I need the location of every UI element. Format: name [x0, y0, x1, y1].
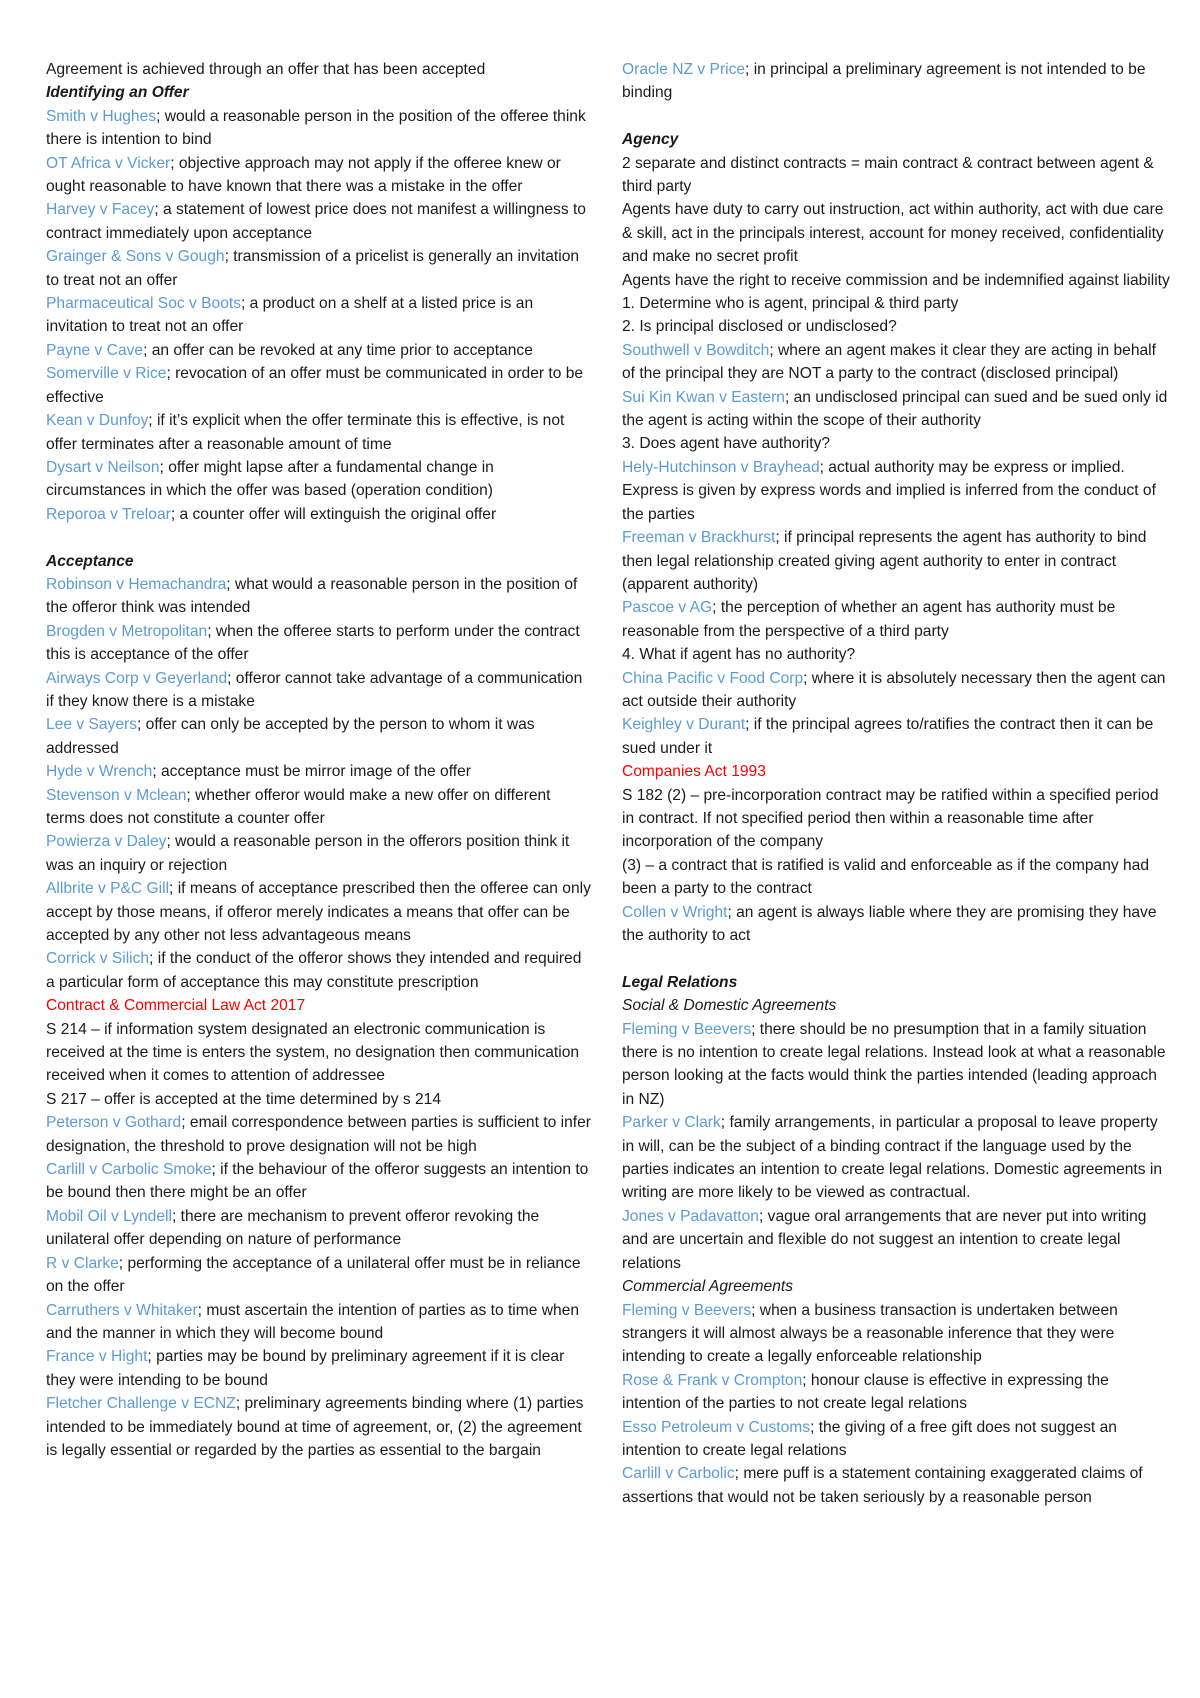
case-summary: ; if the behaviour of the offeror suggests an intention to be bound then there might be an offer: [46, 1161, 589, 1202]
case-note: [622, 58, 1170, 105]
case-name: Robinson v Hemachandra: [46, 575, 227, 593]
case-name: Hely-Hutchinson v Brayhead: [622, 458, 820, 476]
case-note: [46, 503, 593, 526]
case-summary: ; a product on a shelf at a listed price is an invitation to treat not an offer: [46, 295, 534, 336]
case-name: Grainger & Sons v Gough: [46, 248, 225, 266]
case-note: [622, 1299, 1170, 1369]
case-name: Powierza v Daley: [46, 833, 167, 851]
case-note: [622, 386, 1170, 433]
case-summary: ; would a reasonable person in the offerors position think it was an inquiry or rejection: [46, 833, 570, 874]
case-name: France v Hight: [46, 1348, 148, 1366]
case-note: [46, 339, 593, 362]
case-summary: ; revocation of an offer must be communicated in order to be effective: [46, 365, 584, 406]
case-note: [622, 1462, 1170, 1509]
case-name: Somerville v Rice: [46, 365, 167, 383]
case-note: [46, 1252, 593, 1299]
case-name: Stevenson v Mclean: [46, 786, 187, 804]
section-heading: Agency: [622, 131, 679, 149]
case-summary: ; what would a reasonable person in the position of the offeror think was intended: [46, 575, 578, 617]
case-name: Sui Kin Kwan v Eastern: [622, 388, 785, 406]
case-note: [46, 620, 593, 667]
left-column: [46, 58, 593, 1462]
case-summary: ; must ascertain the intention of parties as to time when and the manner in which they will become bound: [46, 1301, 580, 1342]
case-name: Carruthers v Whitaker: [46, 1301, 198, 1319]
case-note: [622, 526, 1170, 596]
case-summary: ; family arrangements, in particular a proposal to leave property in will, can be the subject of a binding contract if the language used by the parties indicates an intention to create legal relations. Domestic agreements in writing are more likely to be viewed as contractual.: [622, 1114, 1163, 1202]
case-note: [46, 713, 593, 760]
case-summary: ; when a business transaction is undertaken between strangers it will almost always be a reasonable inference that they were intending to create a legally enforceable relationship: [622, 1301, 1118, 1366]
spacer: [622, 105, 1170, 128]
case-summary: ; honour clause is effective in expressing the intention of the parties to not create legal relations: [622, 1371, 1109, 1413]
case-summary: ; actual authority may be express or implied. Express is given by express words and implied is inferred from the conduct of the parties: [622, 458, 1156, 523]
case-name: Corrick v Silich: [46, 950, 150, 968]
section-heading: Identifying an Offer: [46, 84, 189, 102]
case-summary: ; there should be no presumption that in a family situation there is no intention to create legal relations. Instead look at what a reasonable person looking at the facts would think the parties intended (leading approach in NZ): [622, 1020, 1166, 1108]
case-note: [622, 1369, 1170, 1416]
right-column: [622, 58, 1170, 1509]
case-summary: ; offer might lapse after a fundamental change in circumstances in which the offer was based (operation condition): [46, 458, 494, 500]
case-name: Allbrite v P&C Gill: [46, 880, 170, 898]
case-name: Fletcher Challenge v ECNZ: [46, 1395, 236, 1413]
case-name: Pascoe v AG: [622, 599, 713, 617]
case-note: [46, 760, 593, 783]
case-summary: ; when the offeree starts to perform under the contract this is acceptance of the offer: [46, 622, 580, 664]
note-text: 3. Does agent have authority?: [622, 435, 831, 453]
case-name: Pharmaceutical Soc v Boots: [46, 295, 242, 313]
case-name: Peterson v Gothard: [46, 1114, 182, 1132]
case-note: [622, 456, 1170, 526]
case-note: [622, 713, 1170, 760]
case-summary: ; would a reasonable person in the position of the offeree think there is intention to bind: [46, 107, 586, 149]
note-text: Agents have duty to carry out instruction, act within authority, act with due care & skill, act in the principals interest, account for money received, confidentiality and make no secret profit: [622, 201, 1164, 266]
case-note: [622, 1205, 1170, 1275]
note-text: S 214 – if information system designated an electronic communication is received at the time is enters the system, no designation then communication received when it comes to attention of addressee: [46, 1020, 580, 1085]
case-note: [46, 456, 593, 503]
case-name: Reporoa v Treloar: [46, 505, 171, 523]
case-summary: ; mere puff is a statement containing exaggerated claims of assertions that would not be taken seriously by a reasonable person: [622, 1465, 1143, 1506]
note-text: S 182 (2) – pre-incorporation contract may be ratified within a specified period in contract. If not specified period then within a reasonable time after incorporation of the company: [622, 786, 1159, 851]
case-note: [46, 573, 593, 620]
case-name: Oracle NZ v Price: [622, 61, 746, 78]
case-summary: ; email correspondence between parties is sufficient to infer designation, the threshold to prove designation will not be high: [46, 1114, 591, 1155]
case-name: Airways Corp v Geyerland: [46, 669, 228, 687]
case-note: [46, 198, 593, 245]
case-summary: ; if means of acceptance prescribed then the offeree can only accept by those means, if offeror merely indicates a means that offer can be accepted by any other not less advantageous means: [46, 880, 591, 945]
case-note: [46, 667, 593, 714]
case-summary: ; if the principal agrees to/ratifies the contract then it can be sued under it: [622, 716, 1154, 757]
case-note: [46, 152, 593, 199]
case-summary: ; whether offeror would make a new offer on different terms does not constitute a counter offer: [46, 786, 551, 827]
case-summary: ; where it is absolutely necessary then the agent can act outside their authority: [622, 669, 1166, 710]
note-text: Agreement is achieved through an offer that has been accepted: [46, 61, 486, 78]
case-note: [46, 1205, 593, 1252]
section-subheading: Social & Domestic Agreements: [622, 997, 837, 1015]
case-name: China Pacific v Food Corp: [622, 669, 804, 687]
case-summary: ; a counter offer will extinguish the original offer: [170, 505, 497, 523]
case-note: [46, 1392, 593, 1462]
case-note: [622, 667, 1170, 714]
case-note: [46, 877, 593, 947]
case-name: Carlill v Carbolic Smoke: [46, 1161, 212, 1179]
case-summary: ; in principal a preliminary agreement is not intended to be binding: [622, 61, 1146, 102]
case-name: Dysart v Neilson: [46, 458, 160, 476]
case-name: Mobil Oil v Lyndell: [46, 1207, 172, 1225]
case-name: Fleming v Beevers: [622, 1301, 752, 1319]
case-name: Keighley v Durant: [622, 716, 746, 734]
case-name: Lee v Sayers: [46, 716, 138, 734]
case-name: Southwell v Bowditch: [622, 341, 770, 359]
case-summary: ; preliminary agreements binding where (1) parties intended to be immediately bound at time of agreement, or, (2) the agreement is legally essential or regarded by the parties as essential to the bargain: [46, 1395, 584, 1459]
case-name: Harvey v Facey: [46, 201, 155, 219]
case-summary: ; if principal represents the agent has authority to bind then legal relationship created giving agent authority to enter in contract (apparent authority): [622, 529, 1147, 593]
case-summary: ; acceptance must be mirror image of the offer: [152, 763, 471, 781]
case-summary: ; there are mechanism to prevent offeror revoking the unilateral offer depending on nature of performance: [46, 1207, 540, 1249]
case-summary: ; the giving of a free gift does not suggest an intention to create legal relations: [622, 1418, 1117, 1459]
case-note: [46, 245, 593, 292]
case-summary: ; if it’s explicit when the offer terminate this is effective, is not offer terminates after a reasonable amount of time: [46, 412, 565, 453]
case-note: [46, 409, 593, 456]
statute-heading: Companies Act 1993: [622, 763, 766, 781]
section-subheading: Commercial Agreements: [622, 1278, 794, 1296]
case-note: [46, 784, 593, 831]
case-summary: ; offer can only be accepted by the person to whom it was addressed: [46, 716, 535, 757]
case-name: Fleming v Beevers: [622, 1020, 752, 1038]
case-note: [46, 105, 593, 152]
case-name: R v Clarke: [46, 1254, 119, 1272]
case-name: Payne v Cave: [46, 341, 144, 359]
case-note: [46, 1299, 593, 1346]
case-summary: ; parties may be bound by preliminary agreement if it is clear they were intending to be bound: [46, 1348, 565, 1389]
case-summary: ; transmission of a pricelist is generally an invitation to treat not an offer: [46, 248, 580, 289]
case-note: [46, 292, 593, 339]
case-note: [622, 901, 1170, 948]
case-name: Hyde v Wrench: [46, 763, 153, 781]
case-summary: ; objective approach may not apply if the offeree knew or ought reasonable to have known that there was a mistake in the offer: [46, 154, 561, 196]
case-name: Kean v Dunfoy: [46, 412, 149, 430]
note-text: 4. What if agent has no authority?: [622, 646, 856, 664]
statute-heading: Contract & Commercial Law Act 2017: [46, 997, 306, 1015]
case-name: Carlill v Carbolic: [622, 1465, 735, 1483]
case-name: Jones v Padavatton: [622, 1207, 759, 1225]
case-summary: ; vague oral arrangements that are never put into writing and are uncertain and flexible do not suggest an intention to create legal relations: [622, 1207, 1147, 1272]
case-summary: ; offeror cannot take advantage of a communication if they know there is a mistake: [46, 669, 583, 710]
note-text: 2. Is principal disclosed or undisclosed?: [622, 318, 897, 336]
case-note: [622, 339, 1170, 386]
case-name: Smith v Hughes: [46, 107, 157, 125]
section-heading: Legal Relations: [622, 973, 738, 991]
case-summary: ; an agent is always liable where they are promising they have the authority to act: [622, 903, 1157, 945]
spacer: [622, 947, 1170, 970]
section-heading: Acceptance: [46, 552, 134, 570]
case-name: Brogden v Metropolitan: [46, 622, 208, 640]
case-summary: ; where an agent makes it clear they are acting in behalf of the principal they are NOT a party to the contract (disclosed principal): [622, 341, 1156, 383]
note-text: 1. Determine who is agent, principal & third party: [622, 295, 959, 313]
case-summary: ; an undisclosed principal can sued and be sued only id the agent is acting within the scope of their authority: [622, 388, 1168, 430]
case-note: [46, 1158, 593, 1205]
case-summary: ; the perception of whether an agent has authority must be reasonable from the perspective of a third party: [622, 599, 1116, 640]
case-summary: ; if the conduct of the offeror shows they intended and required a particular form of acceptance this may constitute prescription: [46, 950, 582, 991]
case-name: Esso Petroleum v Customs: [622, 1418, 811, 1436]
spacer: [46, 526, 593, 549]
case-note: [46, 362, 593, 409]
note-text: (3) – a contract that is ratified is valid and enforceable as if the company had been a party to the contract: [622, 856, 1150, 898]
case-name: Freeman v Brackhurst: [622, 529, 776, 547]
note-text: 2 separate and distinct contracts = main contract & contract between agent & third party: [622, 154, 1154, 196]
case-summary: ; an offer can be revoked at any time prior to acceptance: [143, 341, 533, 359]
case-name: Collen v Wright: [622, 903, 728, 921]
note-text: S 217 – offer is accepted at the time determined by s 214: [46, 1090, 441, 1108]
note-text: Agents have the right to receive commission and be indemnified against liability: [622, 271, 1170, 289]
case-name: Rose & Frank v Crompton: [622, 1371, 803, 1389]
case-name: OT Africa v Vicker: [46, 154, 171, 172]
case-summary: ; performing the acceptance of a unilateral offer must be in reliance on the offer: [46, 1254, 581, 1296]
case-note: [622, 596, 1170, 643]
case-note: [46, 830, 593, 877]
case-note: [622, 1416, 1170, 1463]
case-name: Parker v Clark: [622, 1114, 721, 1132]
case-note: [46, 1111, 593, 1158]
case-summary: ; a statement of lowest price does not manifest a willingness to contract immediately upon acceptance: [46, 201, 586, 242]
case-note: [622, 1018, 1170, 1112]
case-note: [46, 1345, 593, 1392]
case-note: [46, 947, 593, 994]
case-note: [622, 1111, 1170, 1205]
